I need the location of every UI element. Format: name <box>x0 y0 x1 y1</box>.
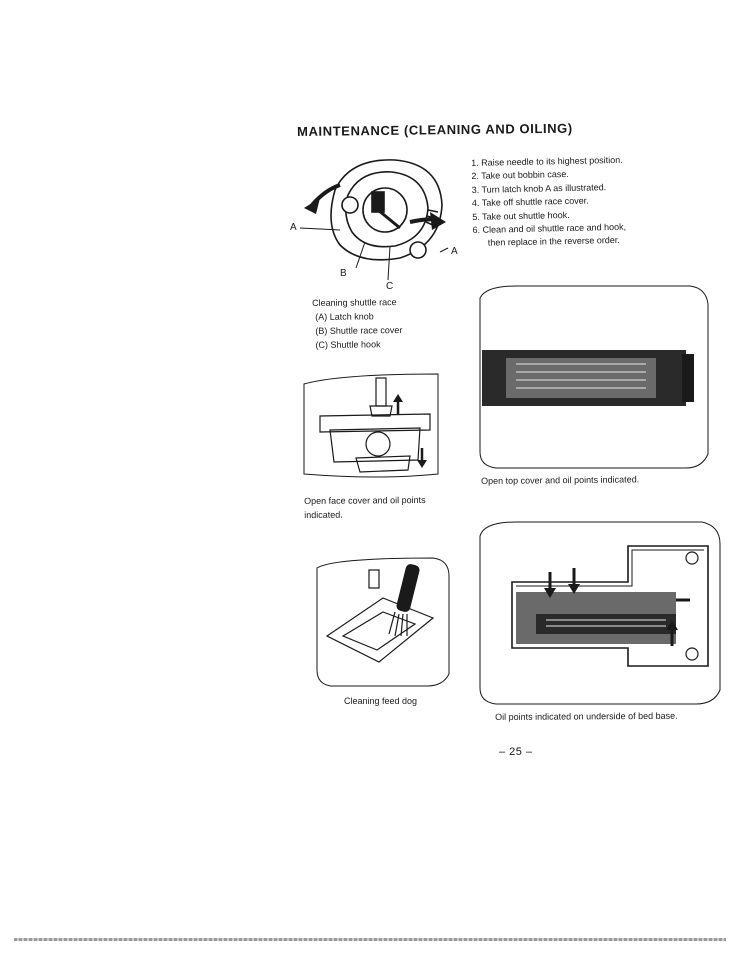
legend-item-b: (B) Shuttle race cover <box>315 325 403 336</box>
caption-bed-base: Oil points indicated on underside of bed base. <box>495 710 678 722</box>
step-4: 4. Take off shuttle race cover. <box>471 195 589 209</box>
figure-legend <box>312 295 403 352</box>
step-2: 2. Take out bobbin case. <box>471 169 569 182</box>
step-6-continuation: then replace in the reverse order. <box>487 235 620 249</box>
bed-base-illustration <box>476 520 722 706</box>
legend-item-c: (C) Shuttle hook <box>315 339 381 350</box>
caption-face-cover <box>304 493 426 522</box>
page-title: MAINTENANCE (CLEANING AND OILING) <box>297 120 573 139</box>
caption-face-cover-line2: indicated. <box>304 509 343 520</box>
face-cover-illustration <box>300 370 442 482</box>
label-c: C <box>386 281 394 292</box>
caption-face-cover-line1: Open face cover and oil points <box>304 494 426 506</box>
feed-dog-illustration <box>313 556 451 688</box>
legend-title: Cleaning shuttle race <box>312 297 397 308</box>
step-6: 6. Clean and oil shuttle race and hook, <box>472 221 627 236</box>
legend-item-a: (A) Latch knob <box>315 311 374 322</box>
caption-top-cover: Open top cover and oil points indicated. <box>481 474 640 486</box>
step-3: 3. Turn latch knob A as illustrated. <box>471 181 607 195</box>
shuttle-race-illustration <box>290 150 460 280</box>
page-number: – 25 – <box>499 746 533 758</box>
top-cover-illustration <box>476 284 710 470</box>
label-a-left: A <box>290 222 297 233</box>
steps-list <box>471 152 713 251</box>
step-1: 1. Raise needle to its highest position. <box>471 154 623 168</box>
step-5: 5. Take out shuttle hook. <box>472 209 570 222</box>
label-b: B <box>340 268 347 279</box>
scan-border-line <box>14 938 726 941</box>
caption-feed-dog: Cleaning feed dog <box>344 696 418 706</box>
label-a-right: A <box>451 246 458 257</box>
